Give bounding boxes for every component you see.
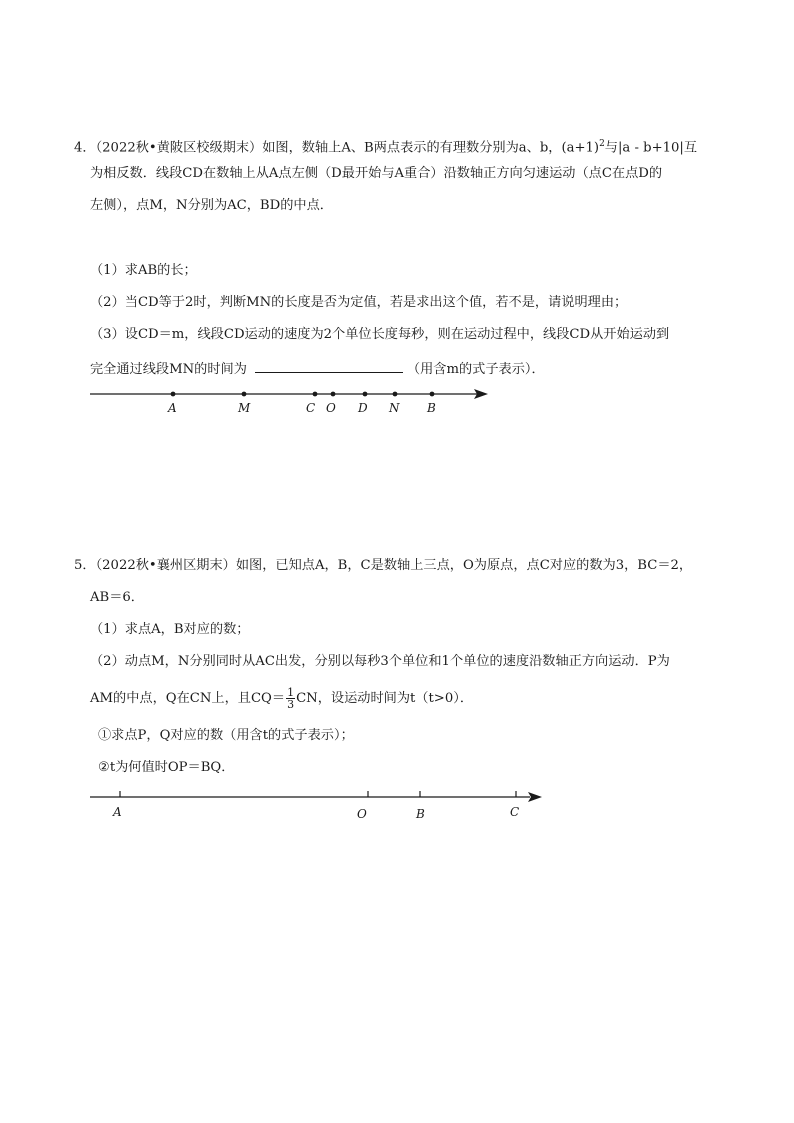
fraction-one-third (286, 687, 295, 710)
q4-point-B (430, 392, 435, 397)
q4-sub3-line2-a: 完全通过线段MN的时间为 (90, 362, 247, 377)
q5-axis-arrow (528, 792, 542, 802)
q5-number-line (88, 786, 548, 822)
q4-label-B: B (427, 401, 436, 415)
q4-label-N: N (389, 401, 400, 415)
q5-label-O: O (357, 807, 367, 821)
q5-sub2-line2-b: CN，设运动时间为t（t>0）． (296, 691, 474, 706)
q5-line2: AB＝6． (90, 590, 144, 605)
q4-line1-end: 与|a - b+10|互 (604, 140, 698, 156)
q5-line1-text: 如图，已知点A，B，C是数轴上三点，O为原点，点C对应的数为3，BC＝2， (235, 558, 693, 573)
q4-label-D: D (358, 401, 368, 415)
q5-item2: ②t为何值时OP＝BQ． (98, 760, 235, 775)
q5-sub2-line2 (90, 687, 473, 710)
answer-blank[interactable] (255, 358, 403, 373)
q5-source: （2022秋•襄州区期末） (95, 558, 236, 573)
q4-label-A: A (168, 401, 177, 415)
q5-sub2-line1: （2）动点M，N分别同时从AC出发，分别以每秒3个单位和1个单位的速度沿数轴正方向运动．P为 (90, 654, 670, 669)
q4-label-M: M (238, 401, 251, 415)
q4-label-C: C (306, 401, 316, 415)
fraction-denominator: 3 (287, 698, 295, 711)
q4-label-O: O (326, 401, 336, 415)
q4-line1-text: 如图，数轴上A、B两点表示的有理数分别为a、b，(a+1) (262, 140, 600, 156)
q4-sub2: （2）当CD等于2时，判断MN的长度是否为定值，若是求出这个值，若不是，请说明理由； (90, 295, 628, 310)
q5-number: 5． (74, 558, 96, 573)
q4-sub3-line1: （3）设CD＝m，线段CD运动的速度为2个单位长度每秒，则在运动过程中，线段CD从开始运动到 (90, 327, 670, 342)
q4-sub3-line2 (90, 358, 545, 379)
q5-sub2-line2-a: AM的中点，Q在CN上，且CQ＝ (90, 691, 286, 706)
q5-label-B: B (416, 807, 425, 821)
q4-sub3-line2-b: （用含m的式子表示）． (406, 362, 545, 377)
q4-point-O (331, 392, 336, 397)
q4-point-A (171, 392, 176, 397)
q4-number: 4． (74, 140, 96, 156)
q4-point-N (393, 392, 398, 397)
fraction-numerator: 1 (287, 686, 295, 699)
q5-sub1: （1）求点A，B对应的数； (90, 622, 250, 637)
q4-line3: 左侧），点M，N分别为AC，BD的中点． (90, 198, 333, 213)
q4-line1 (74, 135, 697, 157)
q4-superscript: 2 (599, 139, 605, 149)
q5-label-C: C (510, 805, 520, 819)
q4-point-D (363, 392, 368, 397)
q4-point-M (242, 392, 247, 397)
q4-line2: 为相反数．线段CD在数轴上从A点左侧（D最开始与A重合）沿数轴正方向匀速运动（点C在点D的 (90, 166, 663, 181)
q5-line1 (74, 557, 692, 575)
q5-item1: ①求点P，Q对应的数（用含t的式子表示）； (98, 728, 354, 743)
q5-label-A: A (113, 805, 122, 819)
q4-source: （2022秋•黄陂区校级期末） (95, 140, 263, 156)
q4-sub1: （1）求AB的长； (90, 263, 197, 278)
q4-point-C (313, 392, 318, 397)
q4-number-line (88, 384, 498, 420)
